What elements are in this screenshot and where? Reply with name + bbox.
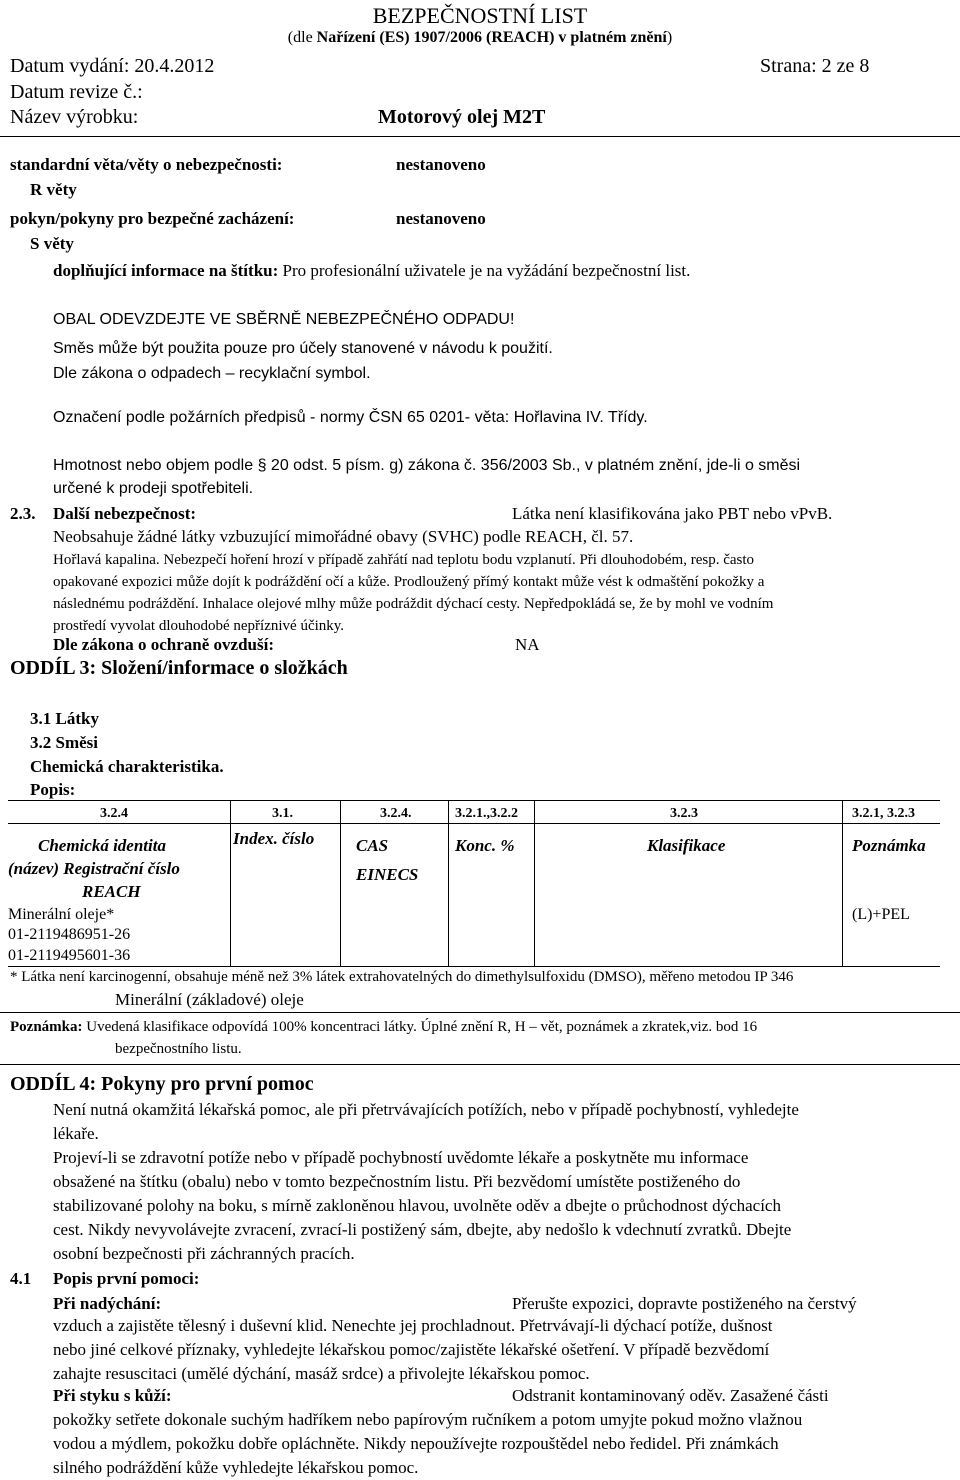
row-note: (L)+PEL bbox=[852, 906, 910, 923]
ref-cas: 3.2.4. bbox=[380, 806, 412, 821]
r-phrases-value: nestanoveno bbox=[396, 155, 486, 174]
r-phrases-sublabel: R věty bbox=[30, 180, 77, 199]
issue-date: Datum vydání: 20.4.2012 bbox=[10, 55, 215, 77]
chemical-characteristics: Chemická charakteristika. bbox=[30, 757, 224, 776]
other-hazards-label: Další nebezpečnost: bbox=[53, 504, 197, 523]
product-label: Název výrobku: bbox=[10, 106, 139, 128]
r-phrases-label: standardní věta/věty o nebezpečnosti: bbox=[10, 155, 283, 174]
revision-date: Datum revize č.: bbox=[10, 81, 143, 103]
page-number: Strana: 2 ze 8 bbox=[760, 55, 870, 77]
weight-notice: Hmotnost nebo objem podle § 20 odst. 5 písm. g) zákona č. 356/2003 Sb., v platném znění, jde-li o směsi bbox=[53, 457, 801, 474]
recycling-notice: Dle zákona o odpadech – recyklační symbol. bbox=[53, 365, 371, 382]
air-protection-value: NA bbox=[515, 635, 540, 654]
inhalation-first-line: Přerušte expozici, dopravte postiženého na čerstvý bbox=[512, 1294, 857, 1313]
classification-note: Poznámka: Uvedená klasifikace odpovídá 100% koncentraci látky. Úplné znění R, H – vět, poznámek a zkratek,viz. bod 16 bbox=[10, 1019, 758, 1035]
header-registration: (název) Registrační číslo bbox=[8, 859, 180, 878]
skin-contact-label: Při styku s kůží: bbox=[53, 1386, 172, 1405]
table-col-divider bbox=[230, 800, 231, 966]
ref-note: 3.2.1, 3.2.3 bbox=[852, 806, 915, 821]
section-2-3-number: 2.3. bbox=[10, 504, 36, 523]
air-protection-label: Dle zákona o ochraně ovzduší: bbox=[53, 635, 274, 654]
ref-index: 3.1. bbox=[272, 806, 293, 821]
inhalation-text: vzduch a zajistěte tělesný i duševní klid. Nenechte jej prochladnout. Přetrvávají-li dýchací potíže, dušnost nebo jiné celkové příznaky, vyhledejte lékařskou pomoc/zajistěte lékařské ošetření. V případě bezvědomí zahajte resuscitaci (umělé dýchání, masáž srdce) a přivolejte lékařskou pomoc. bbox=[53, 1316, 773, 1383]
waste-notice: OBAL ODEVZDEJTE VE SBĚRNĚ NEBEZPEČNÉHO ODPADU! bbox=[53, 311, 515, 328]
ref-identity: 3.2.4 bbox=[100, 806, 128, 821]
usage-notice: Směs může být použita pouze pro účely stanovené v návodu k použití. bbox=[53, 340, 553, 357]
header-einecs: EINECS bbox=[356, 865, 419, 884]
header-concentration: Konc. % bbox=[455, 836, 515, 855]
header-note: Poznámka bbox=[852, 836, 926, 855]
hazard-text-2: opakované expozici může dojít k podráždění očí a kůže. Prodloužený přímý kontakt může vést k odmaštění pokožky a bbox=[53, 574, 765, 590]
header-classification: Klasifikace bbox=[647, 836, 726, 855]
first-aid-description-label: Popis první pomoci: bbox=[53, 1269, 200, 1288]
ref-classification: 3.2.3 bbox=[670, 806, 698, 821]
s-phrases-sublabel: S věty bbox=[30, 234, 74, 253]
row-registration-1: 01-2119486951-26 bbox=[8, 926, 131, 943]
header-divider bbox=[0, 136, 960, 137]
skin-contact-text: pokožky setřete dokonale suchým hadříkem nebo papírovým ručníkem a potom umyjte pokud možno vlažnou vodou a mýdlem, pokožku dobře opláchněte. Nikdy nepoužívejte rozpouštědel nebo ředidel. Při známkách silného podráždění kůže vyhledejte lékařskou pomoc. bbox=[53, 1410, 803, 1477]
skin-contact-first-line: Odstranit kontaminovaný oděv. Zasažené části bbox=[512, 1386, 829, 1405]
other-hazards-value: Látka není klasifikována jako PBT nebo vPvB. bbox=[512, 504, 833, 523]
svhc-statement: Neobsahuje žádné látky vzbuzující mimořádné obavy (SVHC) podle REACH, čl. 57. bbox=[53, 527, 634, 546]
section-4-heading: ODDÍL 4: Pokyny pro první pomoc bbox=[10, 1073, 314, 1095]
table-footnote-2: Minerální (základové) oleje bbox=[115, 990, 304, 1009]
regulation-subtitle: (dle Nařízení (ES) 1907/2006 (REACH) v platném znění) bbox=[287, 29, 673, 46]
fire-classification: Označení podle požárních předpisů - normy ČSN 65 0201- věta: Hořlavina IV. Třídy. bbox=[53, 409, 648, 426]
table-ref-border bbox=[8, 823, 940, 824]
hazard-text-4: prostředí vyvolat dlouhodobé nepříznivé účinky. bbox=[53, 618, 345, 634]
description-label: Popis: bbox=[30, 780, 76, 799]
label-info: doplňující informace na štítku: Pro profesionální uživatele je na vyžádání bezpečnostní list. bbox=[53, 261, 691, 280]
mixtures-heading: 3.2 Směsi bbox=[30, 733, 98, 752]
classification-note-cont: bezpečnostního listu. bbox=[115, 1041, 242, 1057]
row-substance-name: Minerální oleje* bbox=[8, 906, 115, 923]
ref-conc: 3.2.1.,3.2.2 bbox=[455, 806, 518, 821]
s-phrases-label: pokyn/pokyny pro bezpečné zacházení: bbox=[10, 209, 295, 228]
substances-heading: 3.1 Látky bbox=[30, 709, 99, 728]
weight-notice-cont: určené k prodeji spotřebiteli. bbox=[53, 480, 254, 497]
table-col-divider bbox=[842, 800, 843, 966]
section-3-heading: ODDÍL 3: Složení/informace o složkách bbox=[10, 657, 348, 679]
table-footnote: * Látka není karcinogenní, obsahuje méně než 3% látek extrahovatelných do dimethylsulfoxidu (DMSO), měřeno metodou IP 346 bbox=[10, 969, 794, 985]
first-aid-intro: Není nutná okamžitá lékařská pomoc, ale při přetrvávajících potížích, nebo v případě pochybností, vyhledejte lékaře. Projeví-li se zdravotní potíže nebo v případě pochybností uvědomte lékaře a poskytněte mu informace obsažené na štítku (obalu) nebo v tomto bezpečnostním listu. Při bezvědomí umístěte postiženého do stabilizované polohy na boku, s mírně zakloněnou hlavou, uvolněte oděv a dbejte o průchodnost dýchacích cest. Nikdy nevyvolávejte zvracení, zvrací-li postižený sám, dbejte, aby nedošlo k vdechnutí zvratků. Dbejte osobní bezpečnosti při záchranných pracích. bbox=[53, 1100, 799, 1263]
header-cas: CAS bbox=[356, 836, 389, 855]
table-top-border bbox=[8, 800, 940, 801]
header-index: Index. číslo bbox=[233, 829, 315, 848]
table-col-divider bbox=[534, 800, 535, 966]
hazard-text-1: Hořlavá kapalina. Nebezpečí hoření hrozí v případě zahřátí nad teplotu bodu vzplanutí. Při dlouhodobém, resp. často bbox=[53, 552, 755, 568]
product-name: Motorový olej M2T bbox=[378, 106, 546, 128]
hazard-text-3: následnému podráždění. Inhalace olejové mlhy může podráždit dýchací cesty. Nepředpokládá se, že by mohl ve vodním bbox=[53, 596, 774, 612]
note-divider bbox=[0, 1064, 960, 1065]
s-phrases-value: nestanoveno bbox=[396, 209, 486, 228]
header-reach: REACH bbox=[82, 882, 141, 901]
table-col-divider bbox=[448, 800, 449, 966]
table-bottom-border bbox=[8, 966, 940, 967]
section-4-1-number: 4.1 bbox=[10, 1269, 32, 1288]
row-registration-2: 01-2119495601-36 bbox=[8, 947, 131, 964]
header-identity: Chemická identita bbox=[38, 836, 166, 855]
table-col-divider bbox=[340, 800, 341, 966]
footnote-divider bbox=[0, 1012, 960, 1013]
inhalation-label: Při nadýchání: bbox=[53, 1294, 162, 1313]
document-title: BEZPEČNOSTNÍ LIST bbox=[372, 3, 588, 28]
